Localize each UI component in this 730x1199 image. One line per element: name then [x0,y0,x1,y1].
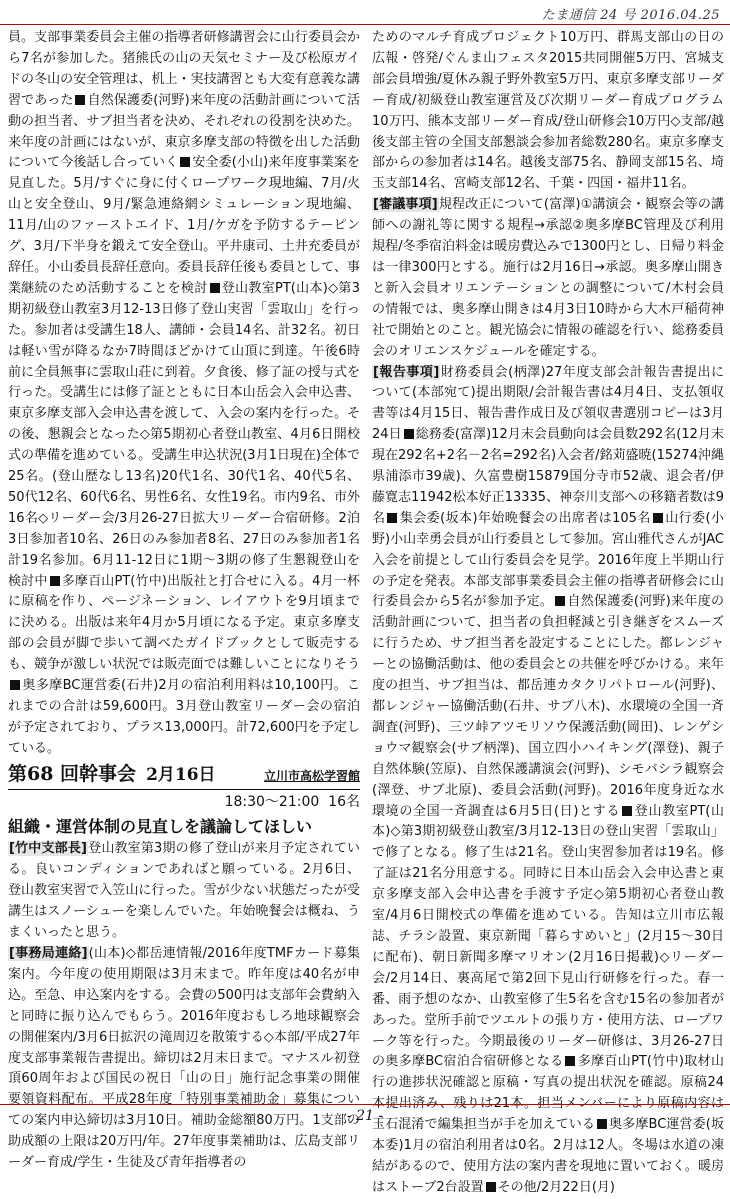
square-bullet-icon [622,806,632,816]
square-bullet-icon [653,513,663,523]
school-text: 登山教室PT(山本)◇第3期初級登山教室/3月12-13日の登山実習「雲取山」で修了となる。修了生は21名。登山実習参加者は19名。修了証は21名分用意する。同時に日本山岳会入会申込書と東京多摩支部入会申込書を手渡す予定◇第5期初心者登山教室/4月6日開校式の準備を進めている。告知は立川市広報誌、チラシ設置、東京新聞「暮らすめいと」(2月15～30日に配布)、朝日新聞多摩マリオン(2月16日掲載)◇リーダー会/2月14日、裏高尾で第2回下見山行研修を行った。春一番、雨予想のなか、山教室修了生5名を含む15名の参加者があった。堂所手前でツエルトの張り方・使用方法、ロープワーク等を行った。今期最後のリーダー研修は、3月26-27日の奥多摩BC宿泊合宿研修となる [372,803,724,1070]
chair-label: [竹中支部長] [9,841,87,857]
chair-text: 登山教室第3期の修了登山が来月予定されている。良いコンディションであればと願っている。2月6日、登山教室実習で入笠山に行った。雪が少ない状態だったが受講生はスノーシューを楽しんでいた。年始晩餐会は概ね、うまくいったと思う。 [8,841,360,941]
general-text: 総務委(富澤)12月末会員動向は会員数292名(12月末現在292名+2名－2名=292名)入会者/銘苅盛暁(15274沖縄県浦添市39歳)、久富豊樹15879国分寺市52歳、退会者/伊藤寛志11942松本好正13335、神奈川支部への移籍者数は9名 [372,427,724,526]
meeting-heading [8,764,360,790]
page-number: - 21 - [346,1108,384,1124]
left-column [8,28,360,1174]
event-text: 集会委(坂本)年始晩餐会の出席者は105名 [399,510,651,526]
square-bullet-icon [210,283,220,293]
left-body-top [8,28,360,760]
climbing-text: 山行委(小野)小山幸勇会員が山行委員として参加。宮山雅代さんがJAC入会を前提として山行委員会を見学。2016年度上半期山行の予定を発表。本部支部事業委員会主催の指導者研修会に山行委員会から5名が参加予定。 [372,510,724,610]
square-bullet-icon [75,95,85,105]
meeting-time-row [8,792,360,813]
publication-header: たま通信 24 号 2016.04.25 [541,8,720,23]
square-bullet-icon [565,1056,575,1066]
meeting-attendance: 16名 [328,793,360,810]
tama-report: 多摩百山PT(竹中)出版社と打合せに入る。4月一杯に原稿を作り、ページネーション、レイアウトを9月頃までに決める。出版は来年4月か5月頃になる予定。東京多摩支部の会員が脚で歩いて調べたガイドブックとして販売するも、競争が激しい状況では販売面では難しいことになりそう [8,573,360,673]
okutama-report: 奥多摩BC運営委(石井)2月の宿泊利用料は10,100円。これまでの合計は59,600円。3月登山教室リーダー会の宿泊が予定されており、プラス13,000円。計72,600円を予定している。 [8,678,360,756]
nature-report: 自然保護委(河野)来年度の活動計画について活動の担当者、サブ担当者を決め、それぞれの役割を決めた。来年度の計画にはないが、東京多摩支部の特徴を出した活動について今後話し合っていく [8,92,360,171]
office-text: (山本)◇都岳連情報/2016年度TMFカード募集案内。今年度の使用期限は3月末まで。昨年度は40名が申込。至急、申込案内をする。会費の500円は支部年会費納入と同時に振り込んでもらう。2016年度おもしろ地球観察会の開催案内/3月6日拡沢の滝周辺を散策する◇本部/平成27年度支部事業報告書提出。締切は2月末日まで。マナスル初登頂60周年および国民の祝日「山の日」施行記念事業の開催要領資料配布。平成28年度「特別事業補助金」募集についての案内申込締切は3月10日。補助金総額80万円。1支部の助成額の上限は20万円/年。27年度事業補助は、広島支部リーダー育成/学生・生徒及び青年指導者の [8,945,360,1171]
nature-text: 自然保護委(河野)来年度の活動計画について、担当者の負担軽減と引き継ぎをスムーズに行うため、サブ担当者を設定することにした。都レンジャーとの協働活動は、他の委員会との共催を呼びかける。来年度の担当、サブ担当は、都岳連カタクリパトロール(河野)、都レンジャー協働活動(石井、サブ八木)、水環境の全国一斉調査(河野)、三ツ峠アツモリソウ保護活動(岡田)、レンゲショウマ観察会(サブ柄澤)、国立四小ハイキング(澤登)、親子自然体験(笠原)、自然保護講演会(河野)、シモバシラ観察会(澤登、サブ北原)、委員会活動(河野)。2016年度身近な水環境の全国一斉調査は6月5日(日)とする [372,594,724,819]
square-bullet-icon [50,576,60,586]
office-label: [事務局連絡] [9,945,88,961]
deliberation-label: [審議事項] [373,197,438,213]
header-rule [0,24,730,25]
square-bullet-icon [180,157,190,167]
report-label: [報告事項] [373,364,440,380]
school-report: 登山教室PT(山本)◇第3期初級登山教室3月12-13日修了登山実習「雲取山」を行った。参加者は受講生18人、講師・会員14名、計32名。初日は軽い雪が降るなか7時間ほどかけて山頂に到達。午後6時前に全員無事に雲取山荘に到着。夕食後、修了証の授与式を行った。受講生には修了証とともに日本山岳会入会申込書、東京多摩支部入会申込書を渡して、入会の案内を行った。その後、懇親会となった◇第5期初心者登山教室、4月6日開校式の準備を進めている。受講生申込状況(3月1日現在)全体で25名。(登山歴なし13名)20代1名、30代1名、40代5名、50代12名、60代6名、男性6名、女性19名。市内9名、市外16名◇リーダー会/3月26-27日拡大リーダー合宿研修。2泊3日参加者10名、26日のみ参加者8名、27日のみ参加者1名計19名参加。6月11-12日に1期～3期の修了生懇親登山を検討中 [8,280,360,589]
meeting-title: 第68 回幹事会 [8,762,137,785]
square-bullet-icon [387,513,397,523]
agenda-title: 組織・運営体制の見直しを議論してほしい [8,816,313,836]
square-bullet-icon [404,429,414,439]
report-section [372,363,724,1199]
right-body-top: ためのマルチ育成プロジェクト10万円、群馬支部山の日の広報・啓発/ぐんま山フェスタ2015共同開催5万円、宮城支部会員増強/夏休み親子野外教室5万円、東京多摩支部リーダー育成/初級登山教室運営及び次期リーダー育成プログラム10万円、熊本支部リーダー育成/登山研修会10万円◇支部/越後支部主管の全国支部懇談会参加者総数280名。東京多摩支部からの参加者は14名。越後支部75名、静岡支部15名、埼玉支部14名、宮崎支部12名、千葉・四国・福井11名。 [372,30,724,192]
tama-text: 多摩百山PT(竹中)取材山行の進捗状況確認と原稿・写真の提出状況を確認。原稿24本提出済み、残りは21本。担当メンバーにより原稿内容は玉石混淆で編集担当が手を加えている [372,1054,724,1133]
footer-rule [0,1104,730,1105]
square-bullet-icon [10,680,20,690]
safety-report: 安全委(小山)来年度事業案を見直した。5月/すぐに身に付くロープワーク現地編、7月/火山と安全登山、9月/緊急連絡網シミュレーション現地編、11月/山のファーストエイド、1月/ケガを予防するテーピング、3月/下半身を鍛えて安全登山。平井康司、土井充委員が辞任。小山委員長辞任意向。委員長辞任後も委員として、事業継続のため活動することを検討 [8,155,360,296]
okutama-text: 奥多摩BC運営委(坂本委)1月の宿泊利用者は0名。2月は12人。冬場は水道の凍結があるので、使用方法の案内書を現地に置いておく。暖房はストーブ2台設置 [372,1117,724,1195]
square-bullet-icon [486,1182,496,1192]
right-column [372,28,724,1199]
meeting-venue: 立川市高松学習館 [263,768,360,783]
meeting-date: 2月16日 [146,764,216,785]
deliberation-text: 規程改正について(富澤)①講演会・観察会等の講師への謝礼等に関する規程→承認②奥多摩BC管理及び利用規程/冬季宿泊料金は暖房費込みで1300円とし、日帰り料金は一律300円とする。施行は2月16日→承認。奥多摩山開きと新入会員オリエンテーションとの調整について/木村会員の情報では、奥多摩山開きは4月3日10時から大木戸稲荷神社で開始とのこと。観光協会に情報の確認を行い、総務委員会のオリエンスケジュールを確定する。 [372,197,724,359]
finance-text: 財務委員会(柄澤)27年度支部会計報告書提出について(本部宛て)提出期限/会計報告書は4月4日、支払領収書等は4月15日、報告書作成日及び領収書選別コピーは3月24日 [372,364,724,443]
chair-section [8,839,360,944]
text-before: 員。支部事業委員会主催の指導者研修講習会に山行委員会から7名が参加した。猪熊氏の山の天気セミナー及び松原ガイドの冬山の安全管理は、机上・実技講習とも大変有意義な講習であった [8,30,360,108]
office-section [8,944,360,1174]
meeting-time: 18:30～21:00 [224,793,320,810]
other-text: その他/2月22日(月) [497,1179,615,1195]
square-bullet-icon [555,596,565,606]
deliberation-section [372,195,724,362]
